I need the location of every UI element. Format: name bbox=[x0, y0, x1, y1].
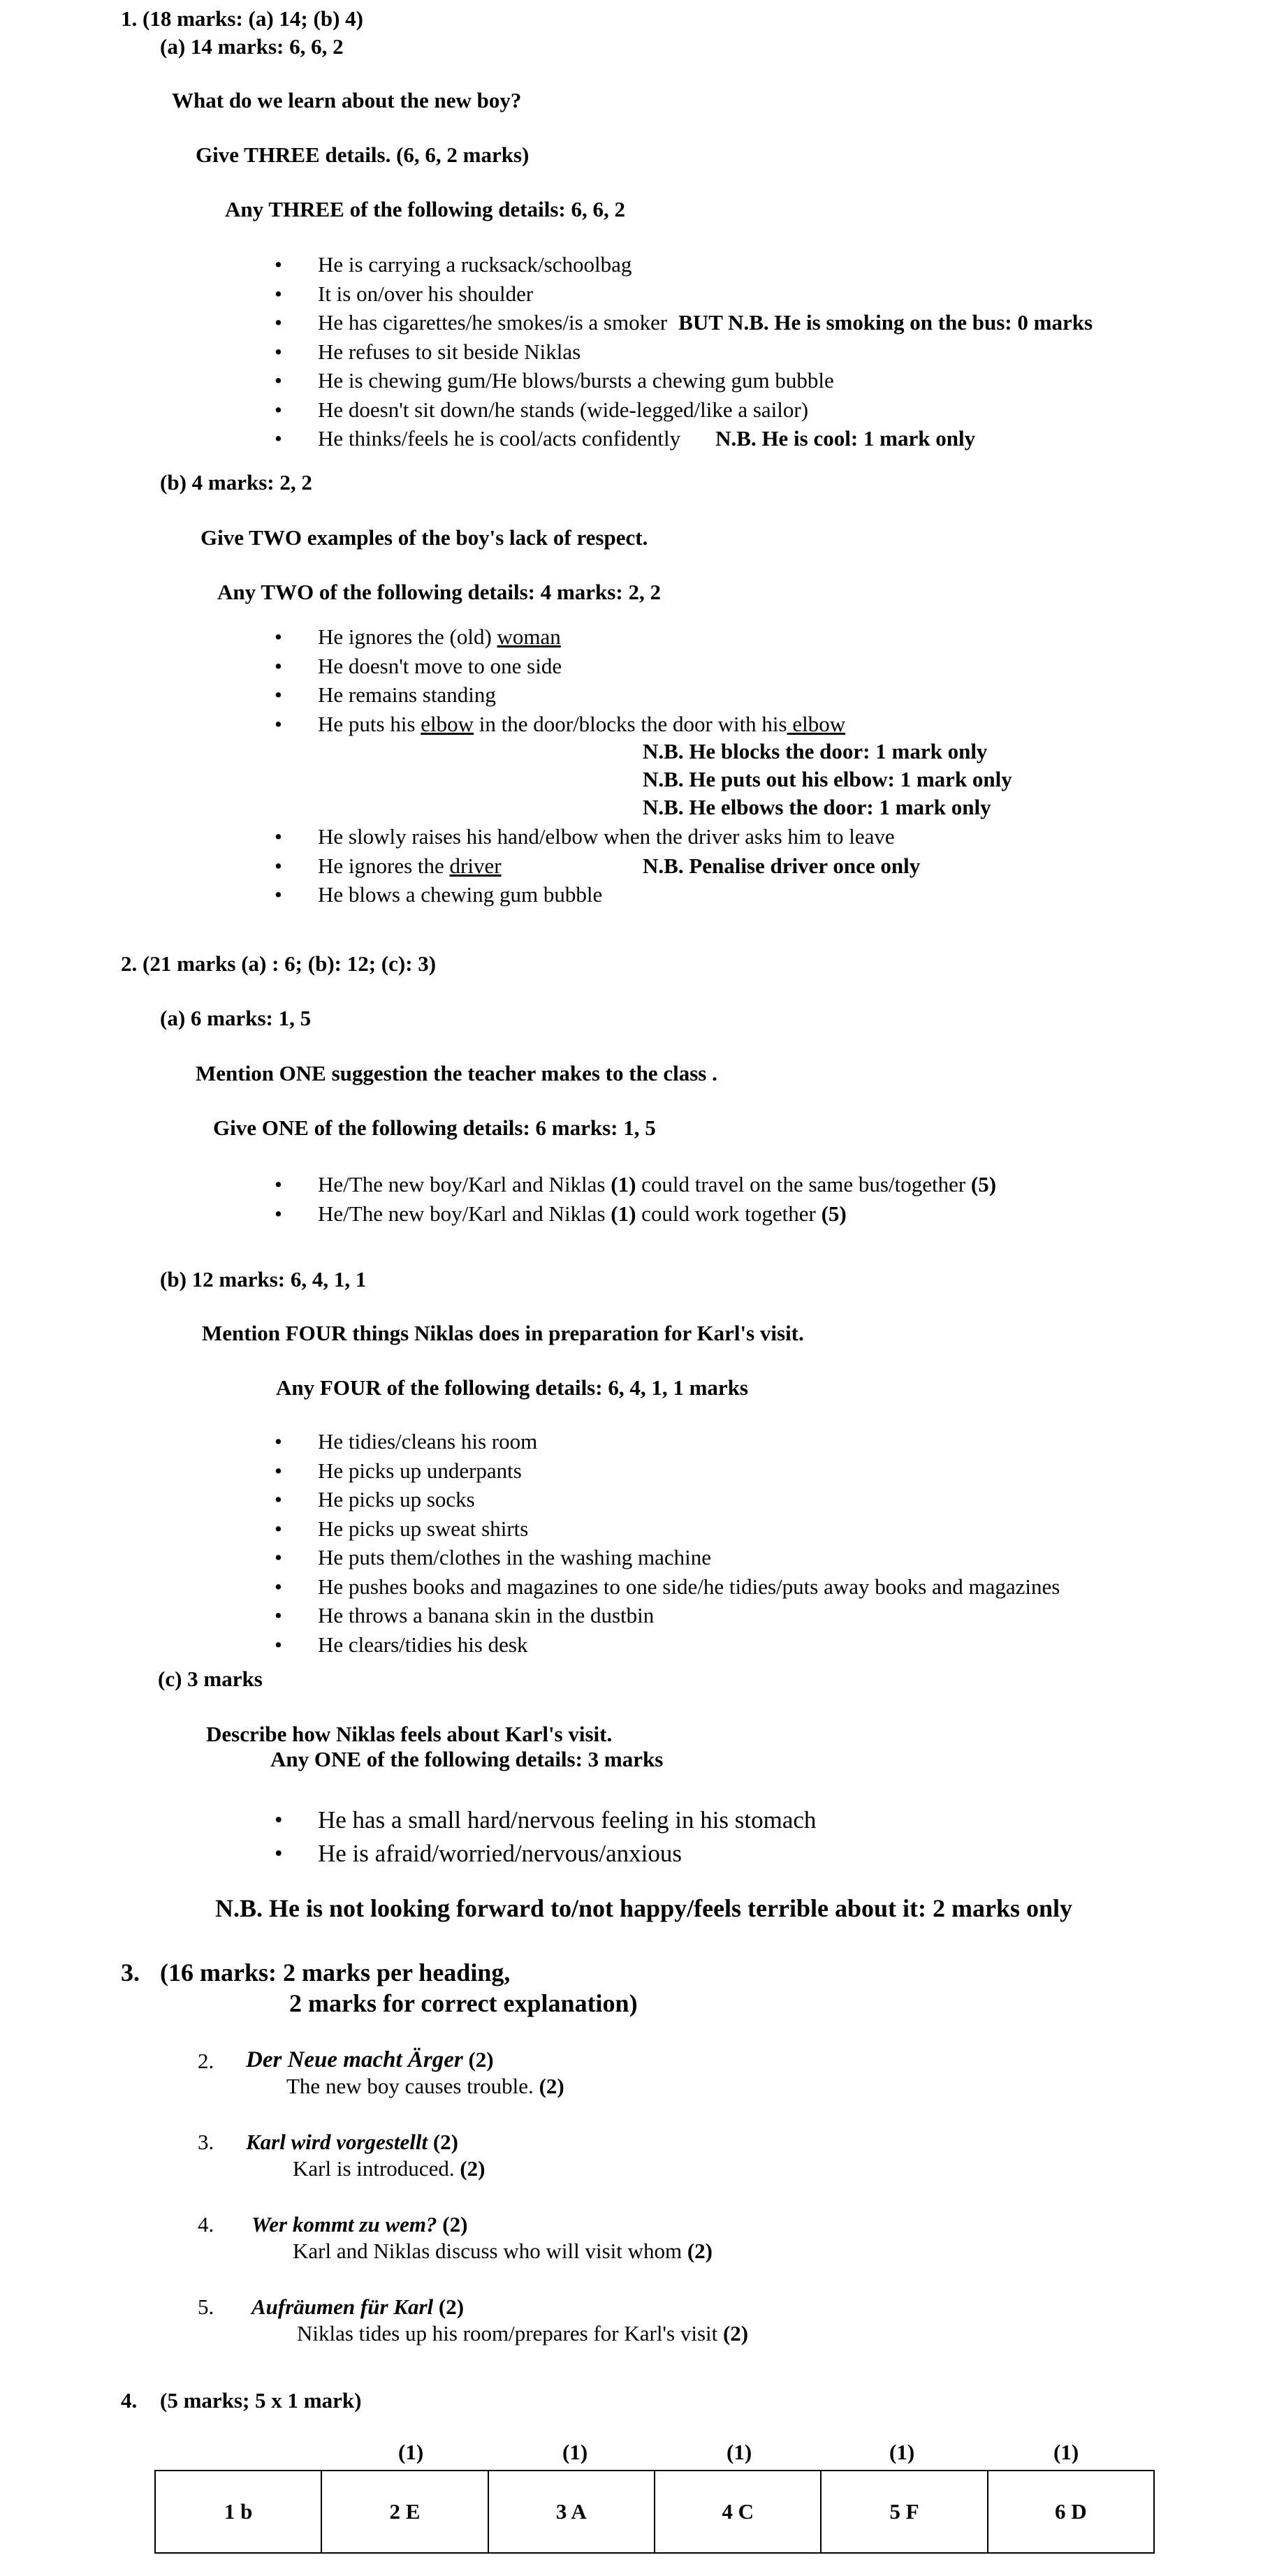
bullet-icon: • bbox=[275, 711, 282, 736]
q2-title: 2. (21 marks (a) : 6; (b): 12; (c): 3) bbox=[121, 951, 437, 976]
list-item: • He slowly raises his hand/elbow when the driver asks him to leave bbox=[318, 822, 895, 851]
bullet-icon: • bbox=[275, 1172, 282, 1196]
q2-c-note: N.B. He is not looking forward to/not happy/feels terrible about it: 2 marks only bbox=[215, 1894, 1073, 1922]
nb-note: N.B. He is cool: 1 mark only bbox=[715, 426, 976, 451]
list-item: • He is chewing gum/He blows/bursts a chewing gum bubble bbox=[318, 366, 1093, 395]
answer-cell: 5 F bbox=[821, 2471, 987, 2553]
table-row bbox=[155, 2471, 1154, 2553]
q3-item-number: 3. bbox=[198, 2130, 214, 2154]
bullet-icon: • bbox=[275, 1841, 283, 1866]
list-item: • He picks up underpants bbox=[318, 1456, 1060, 1486]
q3-heading: Aufräumen für Karl (2) bbox=[251, 2295, 465, 2319]
list-item: • He blows a chewing gum bubble bbox=[318, 880, 895, 909]
q1-a-any: Any THREE of the following details: 6, 6, 2 bbox=[225, 197, 625, 221]
list-item: • He puts them/clothes in the washing machine bbox=[318, 1543, 1060, 1572]
bullet-icon: • bbox=[275, 1516, 282, 1541]
q1-a-question: What do we learn about the new boy? bbox=[172, 88, 522, 112]
bullet-icon: • bbox=[275, 281, 282, 306]
q3-title-line1: (16 marks: 2 marks per heading, bbox=[160, 1959, 511, 1986]
list-item: • It is on/over his shoulder bbox=[318, 279, 1093, 309]
q4-mark: (1) bbox=[1053, 2440, 1079, 2464]
q3-explanation: Karl and Niklas discuss who will visit whom (2) bbox=[293, 2239, 713, 2263]
list-item: • He picks up socks bbox=[318, 1485, 1060, 1514]
list-item: • He/The new boy/Karl and Niklas (1) could travel on the same bus/together (5) bbox=[318, 1170, 996, 1199]
answer-cell: 3 A bbox=[488, 2471, 655, 2553]
q1-title: 1. (18 marks: (a) 14; (b) 4) bbox=[121, 6, 363, 31]
list-item: • He clears/tidies his desk bbox=[318, 1630, 1060, 1660]
bullet-icon: • bbox=[275, 1458, 282, 1483]
q2-c-any: Any ONE of the following details: 3 marks bbox=[270, 1747, 664, 1771]
bullet-icon: • bbox=[275, 1429, 282, 1454]
q2-c-list bbox=[275, 1803, 817, 1871]
q3-num: 3. bbox=[121, 1959, 140, 1986]
q1-b-marks: (b) 4 marks: 2, 2 bbox=[160, 470, 312, 495]
bullet-icon: • bbox=[275, 882, 282, 907]
list-item: • He picks up sweat shirts bbox=[318, 1514, 1060, 1544]
q3-title-line2: 2 marks for correct explanation) bbox=[289, 1989, 638, 2017]
bullet-icon: • bbox=[275, 1574, 282, 1599]
list-item: • He throws a banana skin in the dustbin bbox=[318, 1601, 1060, 1630]
nb-note: N.B. He puts out his elbow: 1 mark only bbox=[643, 767, 1012, 791]
list-item: • He has cigarettes/he smokes/is a smoker BUT N.B. He is smoking on the bus: 0 marks bbox=[318, 308, 1093, 337]
q2-a-any: Give ONE of the following details: 6 marks: 1, 5 bbox=[213, 1115, 656, 1140]
q4-num: 4. bbox=[121, 2388, 138, 2413]
list-item: • He has a small hard/nervous feeling in his stomach bbox=[318, 1803, 816, 1837]
q2-b-question: Mention FOUR things Niklas does in preparation for Karl's visit. bbox=[202, 1321, 804, 1345]
bullet-icon: • bbox=[275, 1603, 282, 1627]
q2-b-any: Any FOUR of the following details: 6, 4, 1, 1 marks bbox=[276, 1375, 748, 1400]
q3-heading: Der Neue macht Ärger (2) bbox=[246, 2047, 494, 2072]
bullet-icon: • bbox=[275, 1487, 282, 1512]
bullet-icon: • bbox=[275, 310, 282, 335]
q4-answer-table bbox=[154, 2470, 1155, 2554]
q3-item-number: 4. bbox=[198, 2212, 214, 2237]
list-item: • He thinks/feels he is cool/acts confidently N.B. He is cool: 1 mark only bbox=[318, 424, 1093, 453]
bullet-icon: • bbox=[275, 339, 282, 364]
q2-b-marks: (b) 12 marks: 6, 4, 1, 1 bbox=[160, 1267, 367, 1291]
q1-a-list bbox=[275, 250, 1093, 453]
q4-title: (5 marks; 5 x 1 mark) bbox=[160, 2388, 362, 2413]
bullet-icon: • bbox=[275, 1808, 283, 1833]
bullet-icon: • bbox=[275, 1201, 282, 1226]
bullet-icon: • bbox=[275, 653, 282, 678]
q3-item-number: 2. bbox=[198, 2049, 214, 2073]
q3-heading: Wer kommt zu wem? (2) bbox=[251, 2212, 468, 2237]
q4-mark: (1) bbox=[727, 2440, 752, 2464]
list-item: • He refuses to sit beside Niklas bbox=[318, 337, 1093, 367]
answer-cell: 2 E bbox=[321, 2471, 488, 2553]
q3-explanation: Karl is introduced. (2) bbox=[293, 2156, 486, 2181]
bullet-icon: • bbox=[275, 252, 282, 277]
q3-item-number: 5. bbox=[198, 2295, 214, 2319]
q1-a-instruction: Give THREE details. (6, 6, 2 marks) bbox=[196, 142, 530, 167]
list-item: • He tidies/cleans his room bbox=[318, 1427, 1060, 1456]
q2-c-marks: (c) 3 marks bbox=[158, 1667, 263, 1691]
q3-explanation: Niklas tides up his room/prepares for Karl's visit (2) bbox=[297, 2321, 749, 2346]
list-item: • He doesn't move to one side bbox=[318, 652, 845, 681]
q4-mark: (1) bbox=[889, 2440, 915, 2464]
bullet-icon: • bbox=[275, 824, 282, 849]
nb-note: N.B. He elbows the door: 1 mark only bbox=[643, 795, 991, 819]
answer-cell: 1 b bbox=[155, 2471, 321, 2553]
q2-a-list bbox=[275, 1170, 997, 1228]
list-item: • He/The new boy/Karl and Niklas (1) could work together (5) bbox=[318, 1199, 996, 1229]
q2-a-marks: (a) 6 marks: 1, 5 bbox=[160, 1006, 312, 1030]
nb-note: BUT N.B. He is smoking on the bus: 0 marks bbox=[678, 310, 1093, 335]
q4-mark: (1) bbox=[398, 2440, 424, 2464]
nb-note: N.B. He blocks the door: 1 mark only bbox=[643, 739, 988, 763]
answer-cell: 6 D bbox=[988, 2471, 1154, 2553]
list-item: • He doesn't sit down/he stands (wide-legged/like a sailor) bbox=[318, 395, 1093, 425]
bullet-icon: • bbox=[275, 853, 282, 878]
bullet-icon: • bbox=[275, 368, 282, 393]
list-item: • He puts his elbow in the door/blocks the door with his elbow bbox=[318, 710, 845, 739]
q1-b-question: Give TWO examples of the boy's lack of respect. bbox=[200, 525, 648, 550]
bullet-icon: • bbox=[275, 682, 282, 707]
list-item: • He pushes books and magazines to one side/he tidies/puts away books and magazines bbox=[318, 1572, 1060, 1602]
answer-cell: 4 C bbox=[655, 2471, 821, 2553]
q1-b-list-top bbox=[275, 622, 846, 738]
nb-note: N.B. Penalise driver once only bbox=[643, 853, 921, 878]
list-item: • He is afraid/worried/nervous/anxious bbox=[318, 1837, 816, 1871]
q4-mark: (1) bbox=[562, 2440, 588, 2464]
list-item: • He is carrying a rucksack/schoolbag bbox=[318, 250, 1093, 279]
q1-b-any: Any TWO of the following details: 4 marks: 2, 2 bbox=[217, 580, 661, 604]
q2-c-question: Describe how Niklas feels about Karl's visit. bbox=[206, 1722, 613, 1746]
bullet-icon: • bbox=[275, 624, 282, 649]
bullet-icon: • bbox=[275, 1632, 282, 1657]
q3-heading: Karl wird vorgestellt (2) bbox=[246, 2130, 458, 2154]
q2-b-list bbox=[275, 1427, 1060, 1659]
q1-b-list-bottom bbox=[275, 822, 921, 909]
list-item: • He remains standing bbox=[318, 680, 845, 710]
q1-a-marks: (a) 14 marks: 6, 6, 2 bbox=[160, 34, 344, 59]
bullet-icon: • bbox=[275, 397, 282, 422]
q2-a-question: Mention ONE suggestion the teacher makes to the class . bbox=[196, 1061, 717, 1085]
list-item: • He ignores the (old) woman bbox=[318, 622, 845, 652]
q3-explanation: The new boy causes trouble. (2) bbox=[286, 2074, 564, 2098]
list-item: • He ignores the driver N.B. Penalise driver once only bbox=[318, 851, 895, 881]
bullet-icon: • bbox=[275, 1545, 282, 1569]
bullet-icon: • bbox=[275, 426, 282, 451]
